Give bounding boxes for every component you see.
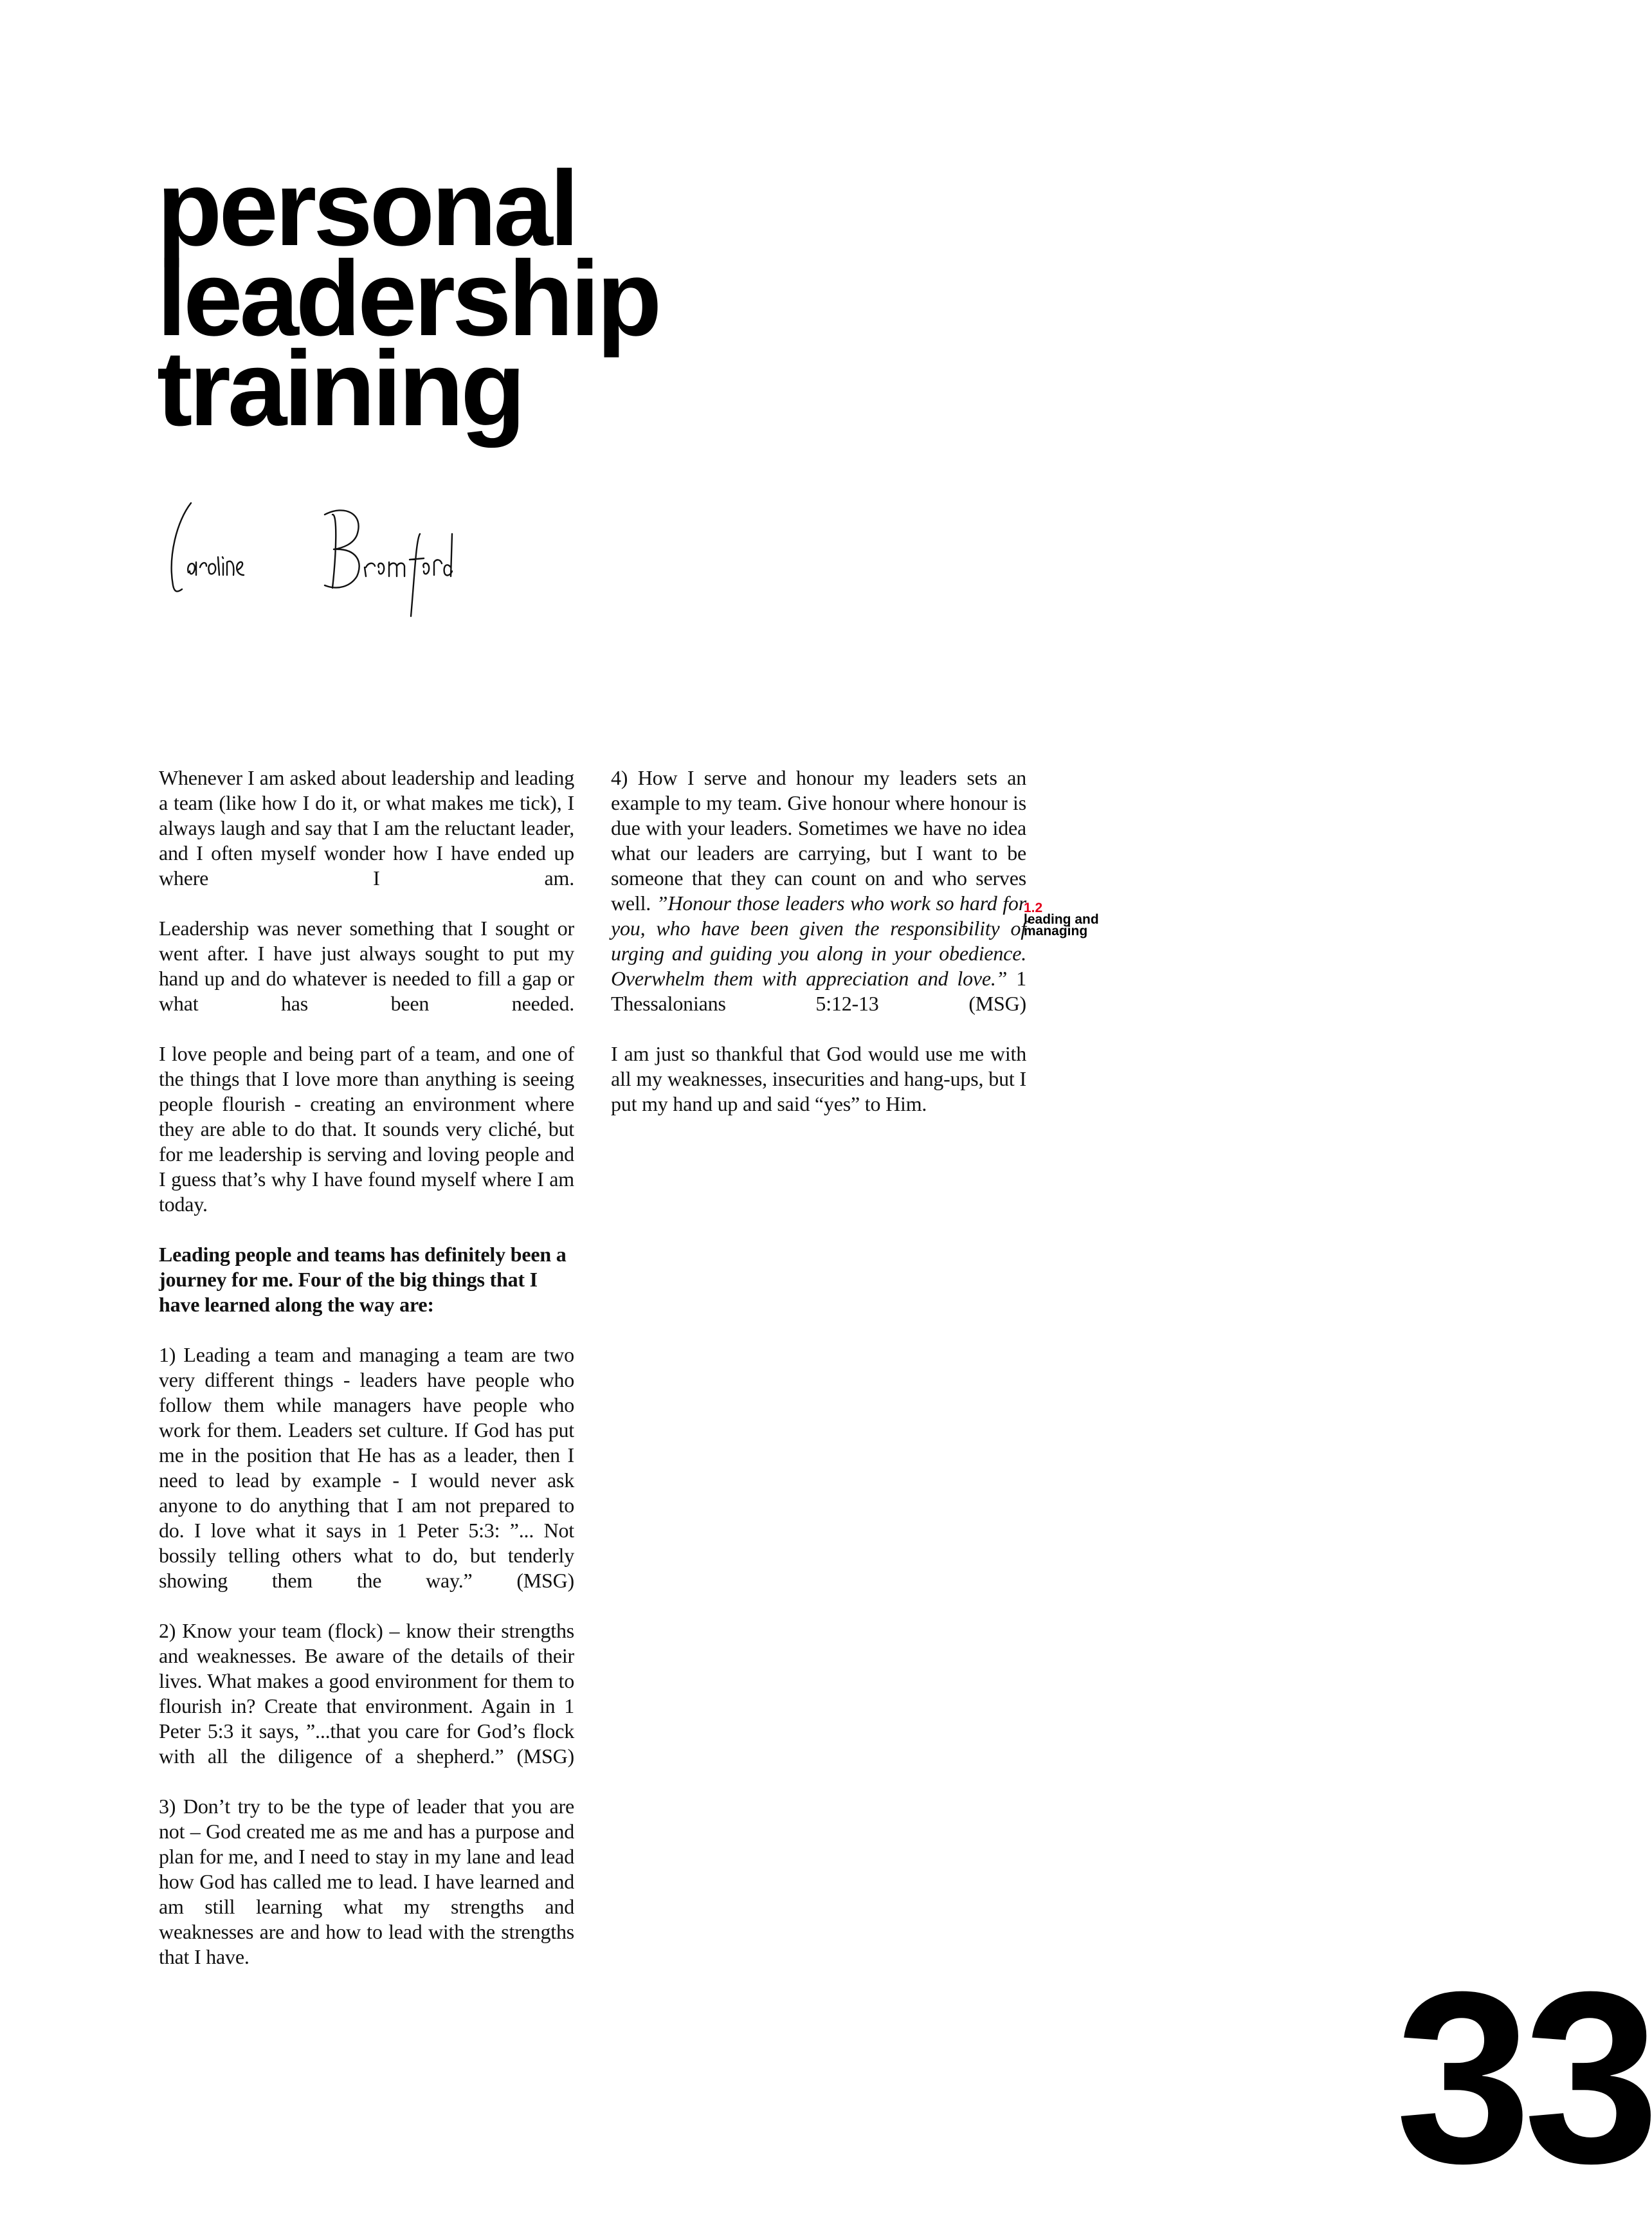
title-line-1: personal [157,149,576,268]
scripture-reference: 1 Thessalonians 5:12-13 (MSG) [611,967,1026,1015]
scripture-quote: ”Honour those leaders who work so hard for you, who have been given the responsibility of urging and guiding you along in your obedience. Overwhelm them with appreciation and love.” [611,892,1026,990]
title-line-2: leadership [157,239,659,358]
title-line-3: training [157,329,523,448]
paragraph-intro: Whenever I am asked about leadership and leading a team (like how I do it, or what makes me tick), I always laugh and say that I am the reluctant leader, and I often myself wonder how I have ended up where I am. [159,766,574,890]
point-2-paragraph: 2) Know your team (flock) – know their strengths and weaknesses. Be aware of the details of their lives. What makes a good environment for them to flourish in? Create that environment. Again in 1 Peter 5:3 it says, ”...that you care for God’s flock with all the diligence of a shepherd.” (MSG) [159,1619,574,1768]
author-signature [164,495,498,624]
point-4-paragraph [611,765,1026,1016]
paragraph-love-people: I love people and being part of a team, and one of the things that I love more than anything is seeing people flourish - creating an environment where they are able to do that. It sounds very cliché, but for me leadership is serving and loving people and I guess that’s why I have found myself where I am today. [159,1042,574,1216]
point-4-text: 4) How I serve and honour my leaders sets an example to my team. Give honour where honour is due with your leaders. Sometimes we have no idea what our leaders are carrying, but I want to be someone that they can count on and who serves well. [611,766,1026,915]
article-column-1 [159,765,574,1995]
article-column-2 [611,765,1026,1142]
page-number: 33 [1395,1941,1652,2214]
section-label: leading and managing [1024,912,1099,938]
point-3-paragraph: 3) Don’t try to be the type of leader that you are not – God created me as me and has a purpose and plan for me, and I need to stay in my lane and lead how God has called me to lead. I have learned and am still learning what my strengths and weaknesses are and how to lead with the strengths that I have. [159,1795,574,1968]
lead-paragraph: Leading people and teams has definitely been a journey for me. Four of the big things that I have learned along the way are: [159,1243,567,1316]
paragraph-leadership-origin: Leadership was never something that I sought or went after. I have just always sought to put my hand up and do whatever is needed to fill a gap or what has been needed. [159,917,574,1015]
section-tag [1024,902,1120,937]
point-1-paragraph: 1) Leading a team and managing a team are two very different things - leaders have people who follow them while managers have people who work for them. Leaders set culture. If God has put me in the position that He has as a leader, then I need to lead by example - I would never ask anyone to do anything that I am not prepared to do. I love what it says in 1 Peter 5:3: ”... Not bossily telling others what to do, but tenderly showing them the way.” (MSG) [159,1343,574,1592]
closing-paragraph: I am just so thankful that God would use me with all my weaknesses, insecurities and hang-ups, but I put my hand up and said “yes” to Him. [611,1042,1026,1115]
page-title [157,149,659,448]
section-number: 1.2 [1024,901,1043,915]
